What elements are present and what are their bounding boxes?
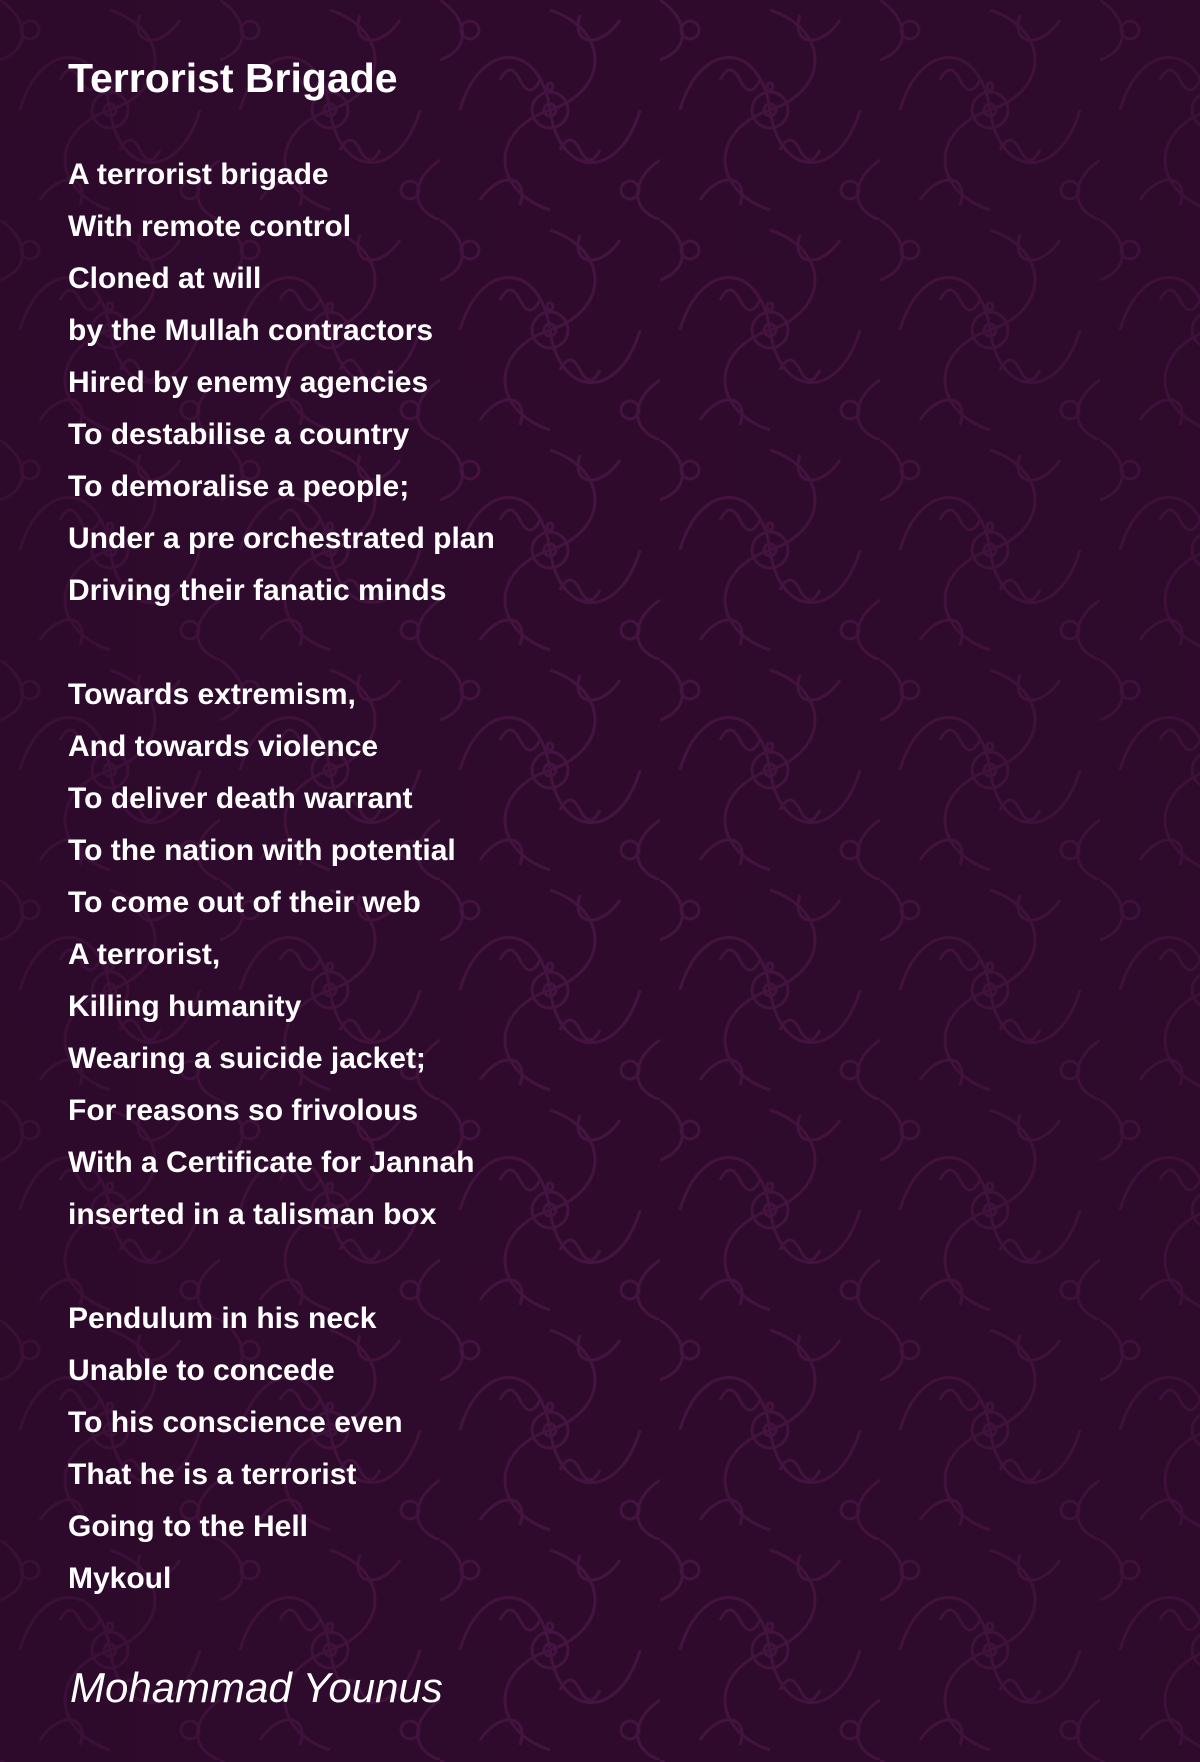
poem-line: Driving their fanatic minds (68, 574, 447, 607)
poem-line: That he is a terrorist (68, 1458, 357, 1491)
poem-line: Towards extremism, (68, 678, 356, 711)
poem-line: Mykoul (68, 1562, 172, 1595)
poem-line: Unable to concede (68, 1354, 335, 1387)
poem-line: To his conscience even (68, 1406, 403, 1439)
poem-line: Wearing a suicide jacket; (68, 1042, 426, 1075)
poem-body (68, 149, 495, 1657)
poem-line: Cloned at will (68, 262, 262, 295)
poem-line: With remote control (68, 210, 352, 243)
poem-line: With a Certificate for Jannah (68, 1146, 475, 1179)
poem-line: Going to the Hell (68, 1510, 308, 1543)
poem-line: Under a pre orchestrated plan (68, 522, 495, 555)
stanza-2 (68, 669, 495, 1241)
poem-line: by the Mullah contractors (68, 314, 434, 347)
poem-line: Hired by enemy agencies (68, 366, 429, 399)
poem-line: A terrorist, (68, 938, 221, 971)
poem-line: A terrorist brigade (68, 158, 329, 191)
poem-line: For reasons so frivolous (68, 1094, 419, 1127)
stanza-1 (68, 149, 495, 617)
poem-line: And towards violence (68, 730, 379, 763)
poem-author: Mohammad Younus (70, 1664, 443, 1711)
poem-line: inserted in a talisman box (68, 1198, 437, 1231)
poem-line: To come out of their web (68, 886, 421, 919)
poem-line: Pendulum in his neck (68, 1302, 377, 1335)
poem-line: To deliver death warrant (68, 782, 413, 815)
poem-line: To demoralise a people; (68, 470, 410, 503)
stanza-3 (68, 1293, 495, 1605)
poem-line: To destabilise a country (68, 418, 410, 451)
poem-line: Killing humanity (68, 990, 302, 1023)
poem-title: Terrorist Brigade (68, 55, 398, 101)
poem-line: To the nation with potential (68, 834, 456, 867)
